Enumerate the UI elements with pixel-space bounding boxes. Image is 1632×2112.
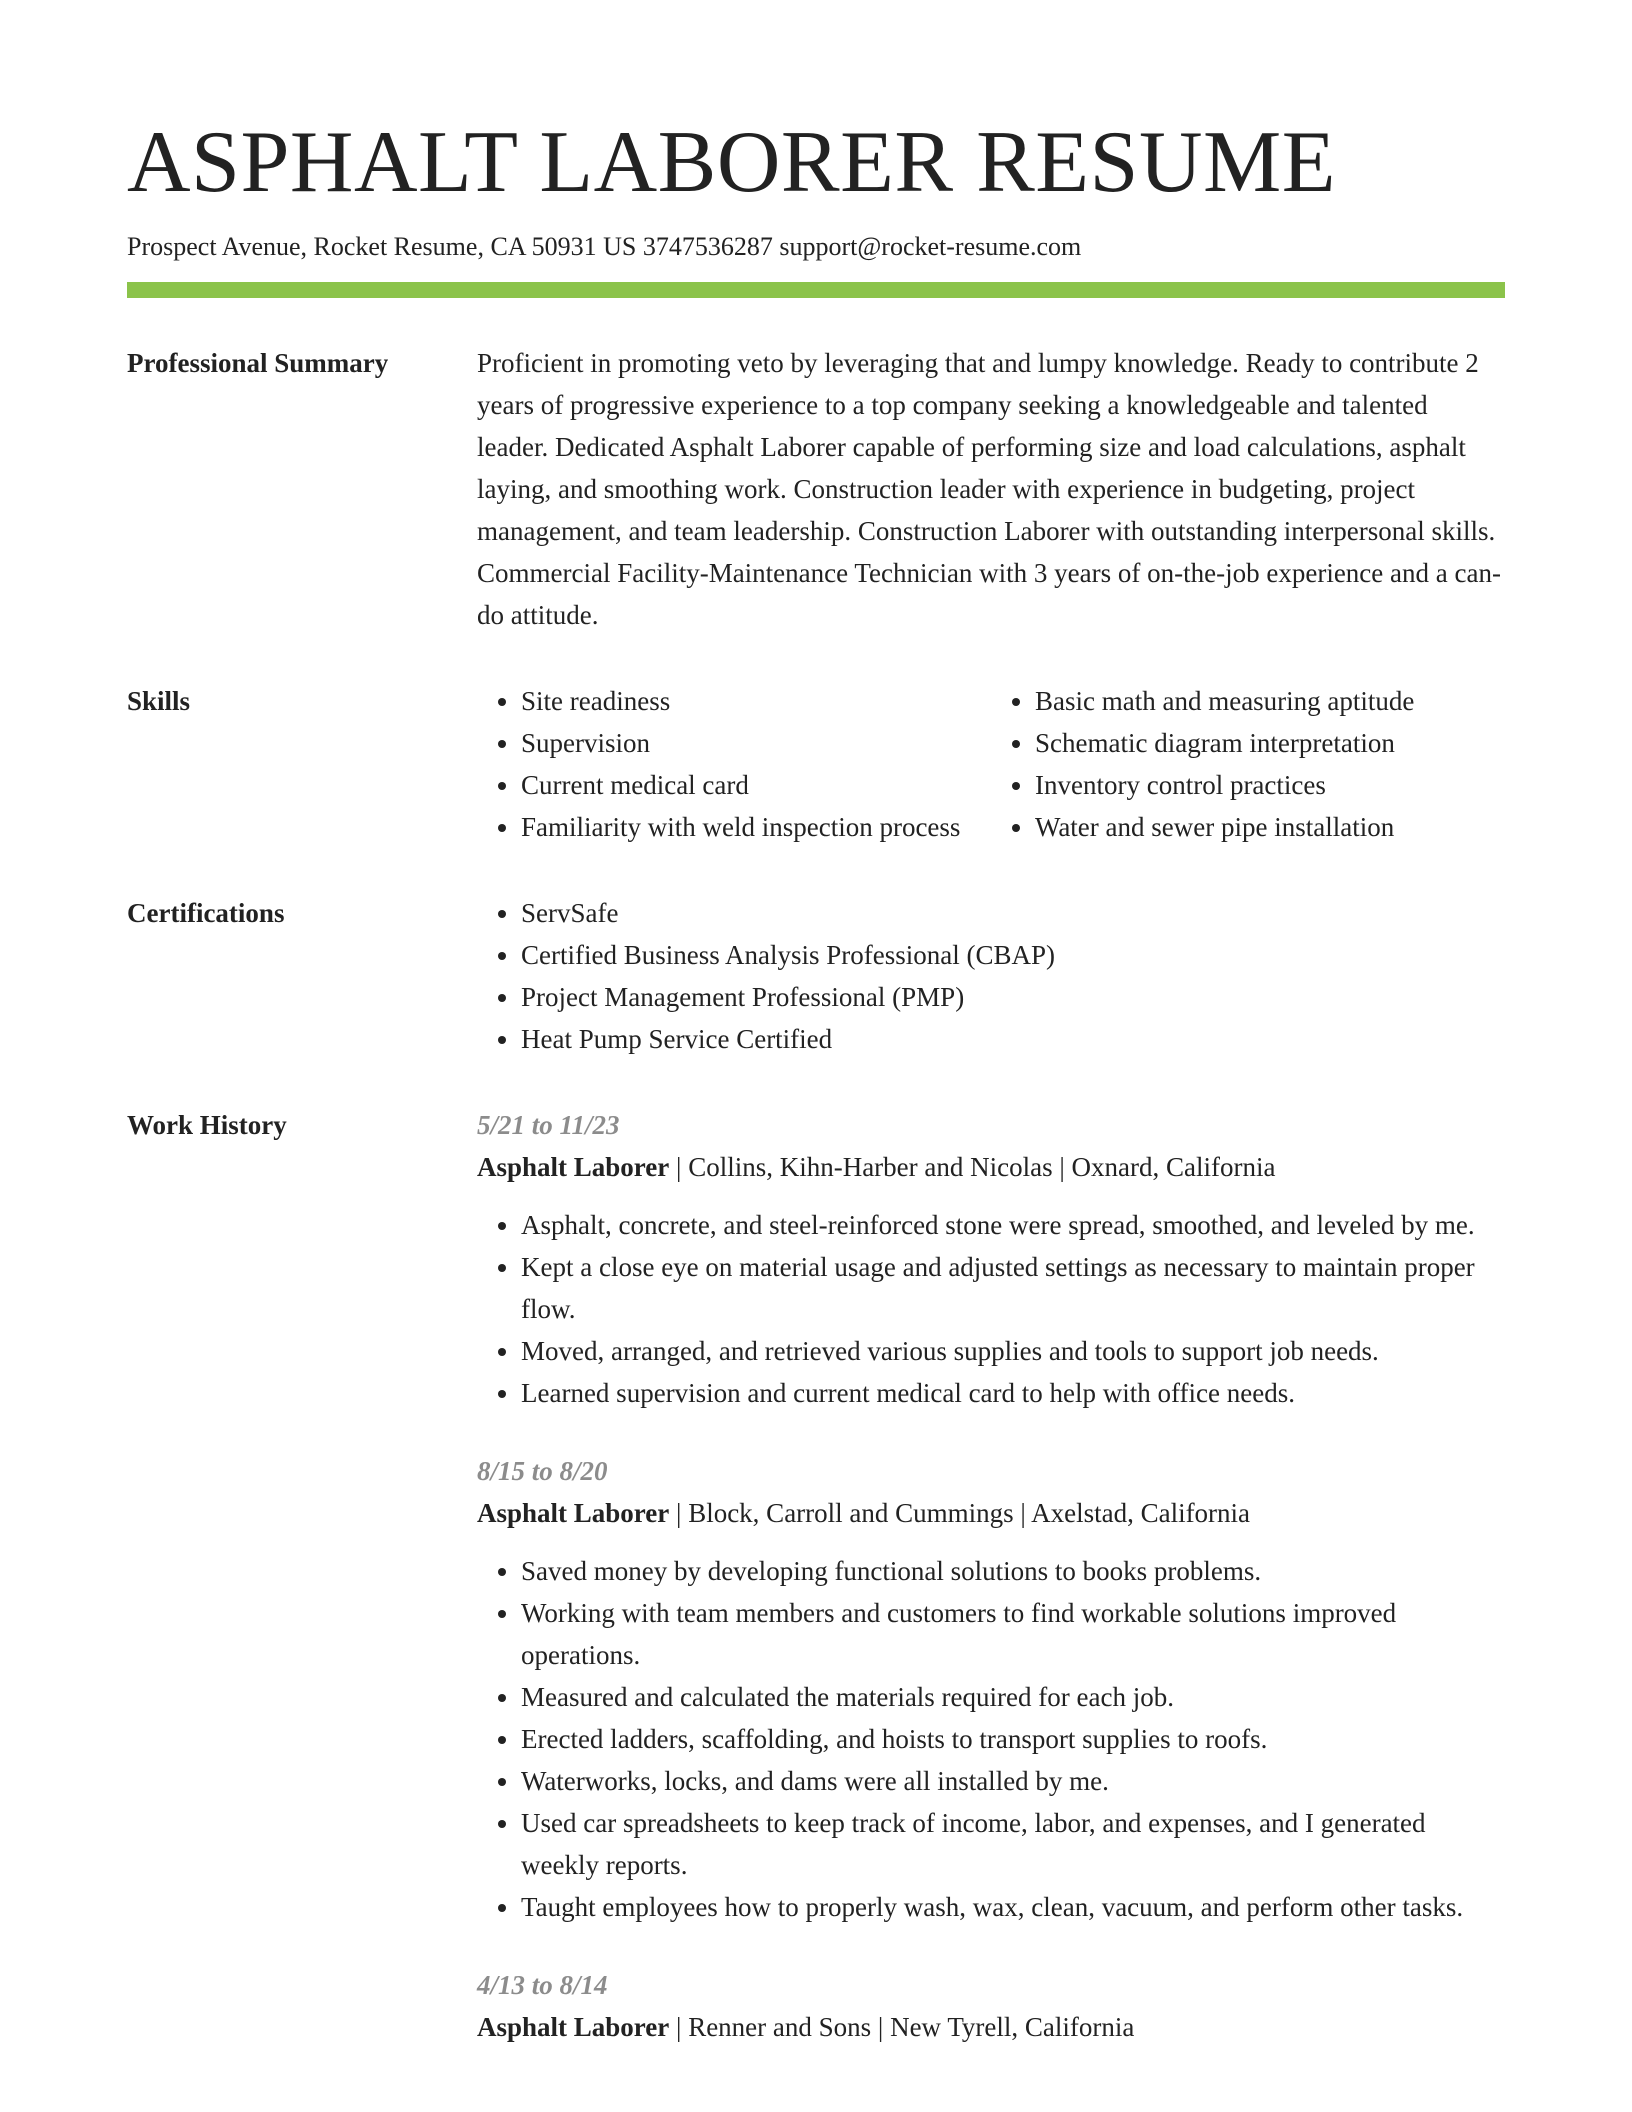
separator: | (669, 1151, 689, 1182)
job-bullet: • Saved money by developing functional solutions to books problems. (521, 1550, 1505, 1592)
job-dates: 5/21 to 11/23 (477, 1109, 620, 1140)
summary-text: Proficient in promoting veto by leveraging that and lumpy knowledge. Ready to contribute 2 years of progressive experience to a top company seeking a knowledgeable and talented leader. Dedicated Asphalt Laborer capable of performing size and load calculations, asphalt laying, and smoothing work. Construction leader with experience in budgeting, project management, and team leadership. Construction Laborer with outstanding interpersonal skills. Commercial Facility-Maintenance Technician with 3 years of on-the-job experience and a can-do attitude. (477, 347, 1501, 630)
work-history-section (127, 1104, 1505, 2084)
job-heading (477, 1492, 1505, 1534)
certification-item: • Certified Business Analysis Professional (CBAP) (521, 934, 1505, 976)
skills-list-left (477, 680, 991, 848)
job-bullets (477, 1550, 1505, 1928)
section-label-skills: Skills (127, 685, 191, 716)
resume-title: ASPHALT LABORER RESUME (127, 114, 1337, 211)
job-bullet: • Erected ladders, scaffolding, and hoists to transport supplies to roofs. (521, 1718, 1505, 1760)
skill-item: • Basic math and measuring aptitude (1035, 680, 1505, 722)
summary-section (127, 342, 1505, 636)
skill-item: • Water and sewer pipe installation (1035, 806, 1505, 848)
job-title: Asphalt Laborer (477, 1151, 670, 1182)
job-bullet: • Moved, arranged, and retrieved various supplies and tools to support job needs. (521, 1330, 1505, 1372)
separator: | (871, 2011, 891, 2042)
job-entry (477, 1104, 1505, 1414)
certification-item: • ServSafe (521, 892, 1505, 934)
job-entry (477, 1450, 1505, 1928)
section-label-work-history: Work History (127, 1109, 287, 1140)
job-bullet: • Working with team members and customers to find workable solutions improved operations. (521, 1592, 1505, 1676)
job-title: Asphalt Laborer (477, 1497, 670, 1528)
separator: | (669, 2011, 689, 2042)
certifications-list (477, 892, 1505, 1060)
job-bullet: • Used car spreadsheets to keep track of income, labor, and expenses, and I generated weekly reports. (521, 1802, 1505, 1886)
skills-body (477, 680, 1505, 848)
skill-item: • Supervision (521, 722, 991, 764)
job-bullet: • Measured and calculated the materials required for each job. (521, 1676, 1505, 1718)
skills-column-right (991, 680, 1505, 848)
skill-item: • Site readiness (521, 680, 991, 722)
work-history-body (477, 1104, 1505, 2084)
skill-item: • Familiarity with weld inspection process (521, 806, 991, 848)
skills-section (127, 680, 1505, 848)
job-bullet: • Asphalt, concrete, and steel-reinforced stone were spread, smoothed, and leveled by me. (521, 1204, 1505, 1246)
job-entry (477, 1964, 1505, 2048)
skills-list-right (991, 680, 1505, 848)
job-bullet: • Waterworks, locks, and dams were all installed by me. (521, 1760, 1505, 1802)
skills-column-left (477, 680, 991, 848)
job-title: Asphalt Laborer (477, 2011, 670, 2042)
job-location: New Tyrell, California (890, 2011, 1135, 2042)
skill-item: • Inventory control practices (1035, 764, 1505, 806)
job-heading (477, 1146, 1505, 1188)
certification-item: • Project Management Professional (PMP) (521, 976, 1505, 1018)
job-bullet: • Taught employees how to properly wash, wax, clean, vacuum, and perform other tasks. (521, 1886, 1505, 1928)
skill-item: • Schematic diagram interpretation (1035, 722, 1505, 764)
separator: | (669, 1497, 689, 1528)
job-bullets (477, 1204, 1505, 1414)
certifications-body (477, 892, 1505, 1060)
section-label-summary: Professional Summary (127, 347, 389, 378)
certification-item: • Heat Pump Service Certified (521, 1018, 1505, 1060)
skill-item: • Current medical card (521, 764, 991, 806)
job-location: Oxnard, California (1071, 1151, 1276, 1182)
certifications-section (127, 892, 1505, 1060)
job-company: Block, Carroll and Cummings (688, 1497, 1014, 1528)
summary-body (477, 342, 1505, 636)
job-dates: 8/15 to 8/20 (477, 1455, 608, 1486)
job-company: Renner and Sons (688, 2011, 872, 2042)
contact-line: Prospect Avenue, Rocket Resume, CA 50931 US 3747536287 support@rocket-resume.com (127, 231, 1082, 261)
accent-divider (127, 282, 1505, 298)
job-bullet: • Learned supervision and current medical card to help with office needs. (521, 1372, 1505, 1414)
job-heading (477, 2006, 1505, 2048)
job-location: Axelstad, California (1031, 1497, 1251, 1528)
job-company: Collins, Kihn-Harber and Nicolas (688, 1151, 1053, 1182)
separator: | (1052, 1151, 1072, 1182)
section-label-certifications: Certifications (127, 897, 285, 928)
job-dates: 4/13 to 8/14 (477, 1969, 608, 2000)
job-bullet: • Kept a close eye on material usage and adjusted settings as necessary to maintain proper flow. (521, 1246, 1505, 1330)
separator: | (1013, 1497, 1032, 1528)
